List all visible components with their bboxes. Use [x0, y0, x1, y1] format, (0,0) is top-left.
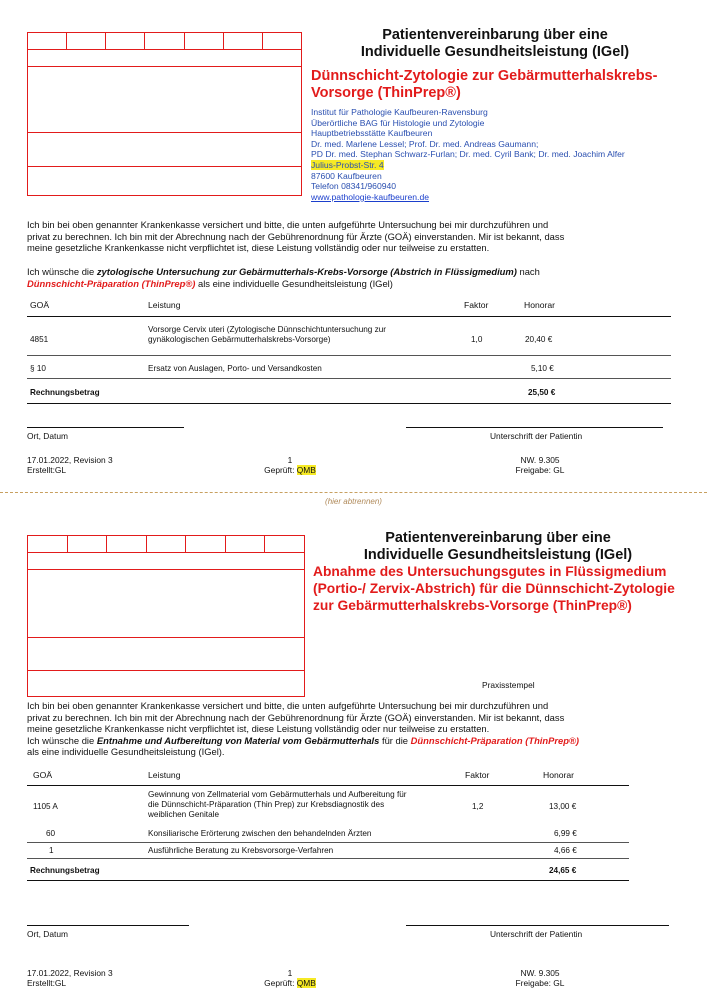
footer-right: [505, 455, 575, 475]
title-line: Vorsorge (ThinPrep®): [311, 85, 461, 101]
total-label: Rechnungsbetrag: [30, 866, 100, 875]
table-cell-goa: 1105 A: [33, 802, 58, 811]
table-cell-honorar: 6,99 €: [554, 829, 577, 838]
address-line: PD Dr. med. Stephan Schwarz-Furlan; Dr. med. Cyril Bank; Dr. med. Joachim Alfer: [311, 149, 625, 160]
paragraph-line: privat zu berechnen. Ich bin mit der Abrechnung nach der Gebührenordnung für Ärzte (GOÄ) einverstanden. Mir ist bekannt, dass: [27, 711, 565, 723]
table-cell-goa: 4851: [30, 335, 49, 344]
footer-checked-value: QMB: [296, 465, 316, 475]
col-header-honorar: Honorar: [524, 300, 556, 310]
cell-line: Gewinnung von Zellmaterial vom Gebärmutterhals und Aufbereitung für: [148, 790, 407, 799]
page-title: [310, 27, 680, 61]
footer-checked: Geprüft:: [264, 978, 297, 988]
col-header-honorar: Honorar: [543, 770, 575, 780]
insurance-form-box-2: [27, 535, 305, 697]
table-cell-goa: § 10: [30, 364, 46, 373]
procedure-title: [313, 563, 703, 614]
footer-release: Freigabe: GL: [515, 465, 565, 475]
col-header-goa: GOÄ: [30, 300, 50, 310]
paragraph-line: privat zu berechnen. Ich bin mit der Abrechnung nach der Gebührenordnung für Ärzte (GOÄ) einverstanden. Mir ist bekannt, dass: [27, 230, 565, 242]
form-row: [28, 50, 301, 67]
col-header-leistung: Leistung: [148, 770, 181, 780]
table-header-rule: [27, 316, 671, 317]
address-line: Institut für Pathologie Kaufbeuren-Ravensburg: [311, 107, 488, 117]
table-header-rule: [27, 785, 629, 786]
form-row: [28, 638, 304, 671]
table-cell-faktor: 1,2: [472, 802, 484, 811]
footer-date: 17.01.2022, Revision 3: [27, 455, 113, 465]
place-date-line[interactable]: [27, 427, 184, 428]
table-cell-honorar: 13,00 €: [549, 802, 577, 811]
wish-text: Ich wünsche die: [27, 266, 97, 277]
city: 87600 Kaufbeuren: [311, 170, 382, 181]
paragraph-line: meine gesetzliche Krankenkasse nicht verpflichtet ist, diese Leistung vollständig oder nur teilweise zu erstatten.: [27, 723, 490, 735]
title-line: Individuelle Gesundheitsleistung (IGel): [363, 547, 633, 563]
footer-checked: Geprüft:: [264, 465, 297, 475]
total-value: 24,65 €: [549, 866, 577, 875]
footer-nw: NW. 9.305: [520, 455, 560, 465]
street-address: Julius-Probst-Str. 4: [311, 159, 384, 170]
address-line: Überörtliche BAG für Histologie und Zytologie: [311, 117, 485, 128]
wish-text: für die: [379, 734, 411, 746]
wish-statement: [27, 266, 687, 289]
footer-left: [27, 455, 113, 475]
table-cell-faktor: 1,0: [471, 335, 483, 344]
table-cell-leistung: Konsiliarische Erörterung zwischen den behandelnden Ärzten: [148, 829, 372, 838]
form-row: [28, 67, 301, 133]
consent-paragraph: [27, 700, 687, 758]
table-cell-leistung: Ersatz von Auslagen, Porto- und Versandkosten: [148, 364, 322, 373]
table-cell-leistung: [148, 790, 458, 820]
wish-text: nach: [516, 266, 540, 277]
insurance-number-cells: [28, 33, 301, 50]
total-label: Rechnungsbetrag: [30, 388, 100, 397]
wish-red-text: Dünnschicht-Präparation (ThinPrep®): [410, 734, 579, 746]
cell-line: die Dünnschicht-Präparation (Thin Prep) zur Krebsdiagnostik des: [148, 800, 385, 809]
footer-release: Freigabe: GL: [515, 978, 565, 988]
procedure-title: [311, 68, 691, 102]
cell-line: gynäkologischen Gebärmutterhalskrebs-Vorsorge): [148, 335, 331, 344]
title-line: Patientenvereinbarung über eine: [382, 27, 608, 43]
footer-nw: NW. 9.305: [520, 968, 560, 978]
tear-off-label: (hier abtrennen): [325, 497, 382, 506]
total-value: 25,50 €: [528, 388, 556, 397]
table-cell-honorar: 5,10 €: [531, 364, 554, 373]
title-line: zur Gebärmutterhalskrebs-Vorsorge (ThinPrep®): [313, 598, 632, 613]
wish-text: Ich wünsche die: [27, 734, 97, 746]
total-rule: [27, 403, 671, 404]
table-row-rule: [27, 378, 671, 379]
title-line: Abnahme des Untersuchungsgutes in Flüssigmedium: [313, 564, 667, 579]
footer-center: [260, 968, 320, 988]
footer-center: [260, 455, 320, 475]
title-line: Dünnschicht-Zytologie zur Gebärmutterhalskrebs-: [311, 68, 658, 84]
page-title: [313, 530, 683, 564]
paragraph-line: Ich bin bei oben genannter Krankenkasse versichert und bitte, die unten aufgeführte Untersuchung bei mir durchzuführen und: [27, 219, 549, 230]
place-date-label: Ort, Datum: [27, 929, 68, 939]
footer-page: 1: [287, 968, 293, 978]
signature-label: Unterschrift der Patientin: [490, 929, 583, 939]
place-date-label: Ort, Datum: [27, 431, 68, 441]
form-row: [28, 570, 304, 638]
signature-label: Unterschrift der Patientin: [490, 431, 583, 441]
table-cell-goa: 1: [49, 846, 54, 855]
paragraph-line: Ich bin bei oben genannter Krankenkasse versichert und bitte, die unten aufgeführte Untersuchung bei mir durchzuführen und: [27, 700, 549, 711]
website-link[interactable]: www.pathologie-kaufbeuren.de: [311, 191, 430, 202]
footer-created: Erstellt:GL: [27, 465, 67, 475]
consent-paragraph: [27, 219, 687, 254]
table-row-rule: [27, 842, 629, 843]
place-date-line[interactable]: [27, 925, 189, 926]
table-cell-goa: 60: [46, 829, 56, 838]
title-line: Patientenvereinbarung über eine: [385, 530, 611, 546]
footer-right: [505, 968, 575, 988]
institute-address: [311, 107, 701, 202]
col-header-goa: GOÄ: [33, 770, 53, 780]
table-row-rule: [27, 858, 629, 859]
signature-line[interactable]: [406, 925, 669, 926]
phone: Telefon 08341/960940: [311, 181, 397, 192]
table-cell-honorar: 20,40 €: [525, 335, 553, 344]
footer-page: 1: [287, 455, 293, 465]
title-line: (Portio-/ Zervix-Abstrich) für die Dünnschicht-Zytologie: [313, 581, 675, 596]
form-row: [28, 167, 301, 195]
paragraph-line: meine gesetzliche Krankenkasse nicht verpflichtet ist, diese Leistung vollständig oder nur teilweise zu erstatten.: [27, 242, 490, 254]
practice-stamp-label: Praxisstempel: [482, 680, 535, 690]
table-row-rule: [27, 355, 671, 356]
table-cell-leistung: [148, 325, 448, 345]
footer-checked-value: QMB: [296, 978, 316, 988]
footer-left: [27, 968, 113, 988]
col-header-faktor: Faktor: [464, 300, 489, 310]
insurance-form-box-1: [27, 32, 302, 196]
title-line: Individuelle Gesundheitsleistung (IGel): [360, 44, 630, 60]
wish-red-text: Dünnschicht-Präparation (ThinPrep®): [27, 277, 196, 289]
tear-off-line: [0, 492, 707, 493]
wish-bold-text: zytologische Untersuchung zur Gebärmutterhals-Krebs-Vorsorge (Abstrich in Flüssigmedium): [96, 266, 517, 277]
table-cell-leistung: Ausführliche Beratung zu Krebsvorsorge-Verfahren: [148, 846, 334, 855]
address-line: Hauptbetriebsstätte Kaufbeuren: [311, 128, 433, 139]
wish-text: als eine individuelle Gesundheitsleistung (IGel): [195, 277, 393, 289]
wish-bold-text: Entnahme und Aufbereitung von Material vom Gebärmutterhals: [96, 734, 380, 746]
form-row: [28, 553, 304, 570]
footer-created: Erstellt:GL: [27, 978, 67, 988]
wish-text: als eine individuelle Gesundheitsleistung (IGel).: [27, 746, 225, 758]
insurance-number-cells: [28, 536, 304, 553]
col-header-faktor: Faktor: [465, 770, 490, 780]
address-line: Dr. med. Marlene Lessel; Prof. Dr. med. Andreas Gaumann;: [311, 138, 539, 149]
table-cell-honorar: 4,66 €: [554, 846, 577, 855]
cell-line: weiblichen Genitale: [148, 810, 220, 819]
form-row: [28, 671, 304, 697]
signature-line[interactable]: [406, 427, 663, 428]
total-rule: [27, 880, 629, 881]
col-header-leistung: Leistung: [148, 300, 181, 310]
footer-date: 17.01.2022, Revision 3: [27, 968, 113, 978]
cell-line: Vorsorge Cervix uteri (Zytologische Dünnschichtuntersuchung zur: [148, 325, 387, 334]
form-row: [28, 133, 301, 167]
